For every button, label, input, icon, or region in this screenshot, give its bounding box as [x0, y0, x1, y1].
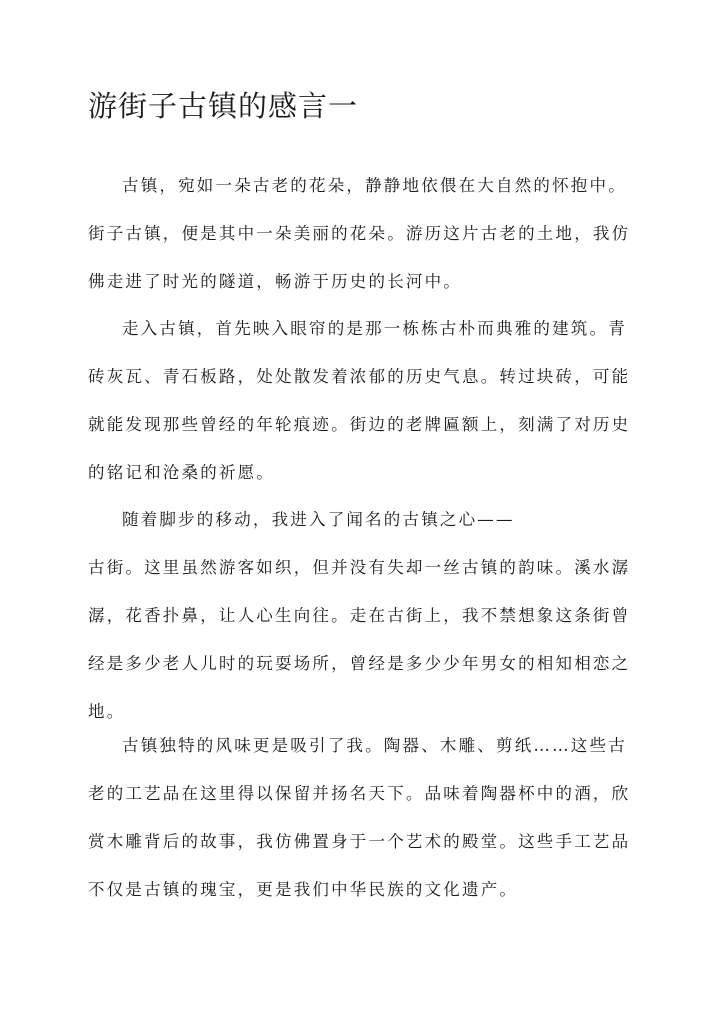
paragraph-line: 的铭记和沧桑的祈愿。 — [88, 463, 275, 482]
paragraph-line: 街子古镇，便是其中一朵美丽的花朵。游历这片古老的土地，我仿 — [88, 224, 631, 243]
paragraph-line: 不仅是古镇的瑰宝，更是我们中华民族的文化遗产。 — [88, 880, 519, 899]
paragraph-line: 潺，花香扑鼻，让人心生向往。走在古街上，我不禁想象这条街曾 — [88, 606, 631, 625]
paragraph-line: 地。 — [88, 702, 126, 721]
paragraph-line: 古镇独特的风味更是吸引了我。陶器、木雕、剪纸……这些古 — [122, 736, 627, 755]
paragraph-3 — [88, 496, 648, 736]
paragraph-line: 佛走进了时光的隧道，畅游于历史的长河中。 — [88, 272, 462, 291]
paragraph-line: 砖灰瓦、青石板路，处处散发着浓郁的历史气息。转过块砖，可能 — [88, 367, 631, 386]
paragraph-line: 就能发现那些曾经的年轮痕迹。街边的老牌匾额上，刻满了对历史 — [88, 415, 631, 434]
paragraph-line: 古街。这里虽然游客如织，但并没有失却一丝古镇的韵味。溪水潺 — [88, 558, 631, 577]
document-title: 游街子古镇的感言一 — [88, 89, 359, 123]
paragraph-line: 随着脚步的移动，我进入了闻名的古镇之心—— — [122, 510, 515, 529]
paragraph-line: 古镇，宛如一朵古老的花朵，静静地依偎在大自然的怀抱中。 — [122, 176, 627, 195]
paragraph-2 — [88, 305, 648, 497]
paragraph-line: 走入古镇，首先映入眼帘的是那一栋栋古朴而典雅的建筑。青 — [122, 319, 627, 338]
paragraph-1 — [88, 162, 648, 306]
paragraph-line: 经是多少老人儿时的玩耍场所，曾经是多少少年男女的相知相恋之 — [88, 654, 631, 673]
paragraph-line: 赏木雕背后的故事，我仿佛置身于一个艺术的殿堂。这些手工艺品 — [88, 832, 631, 851]
paragraph-4 — [88, 722, 648, 914]
paragraph-line: 老的工艺品在这里得以保留并扬名天下。品味着陶器杯中的酒，欣 — [88, 784, 631, 803]
